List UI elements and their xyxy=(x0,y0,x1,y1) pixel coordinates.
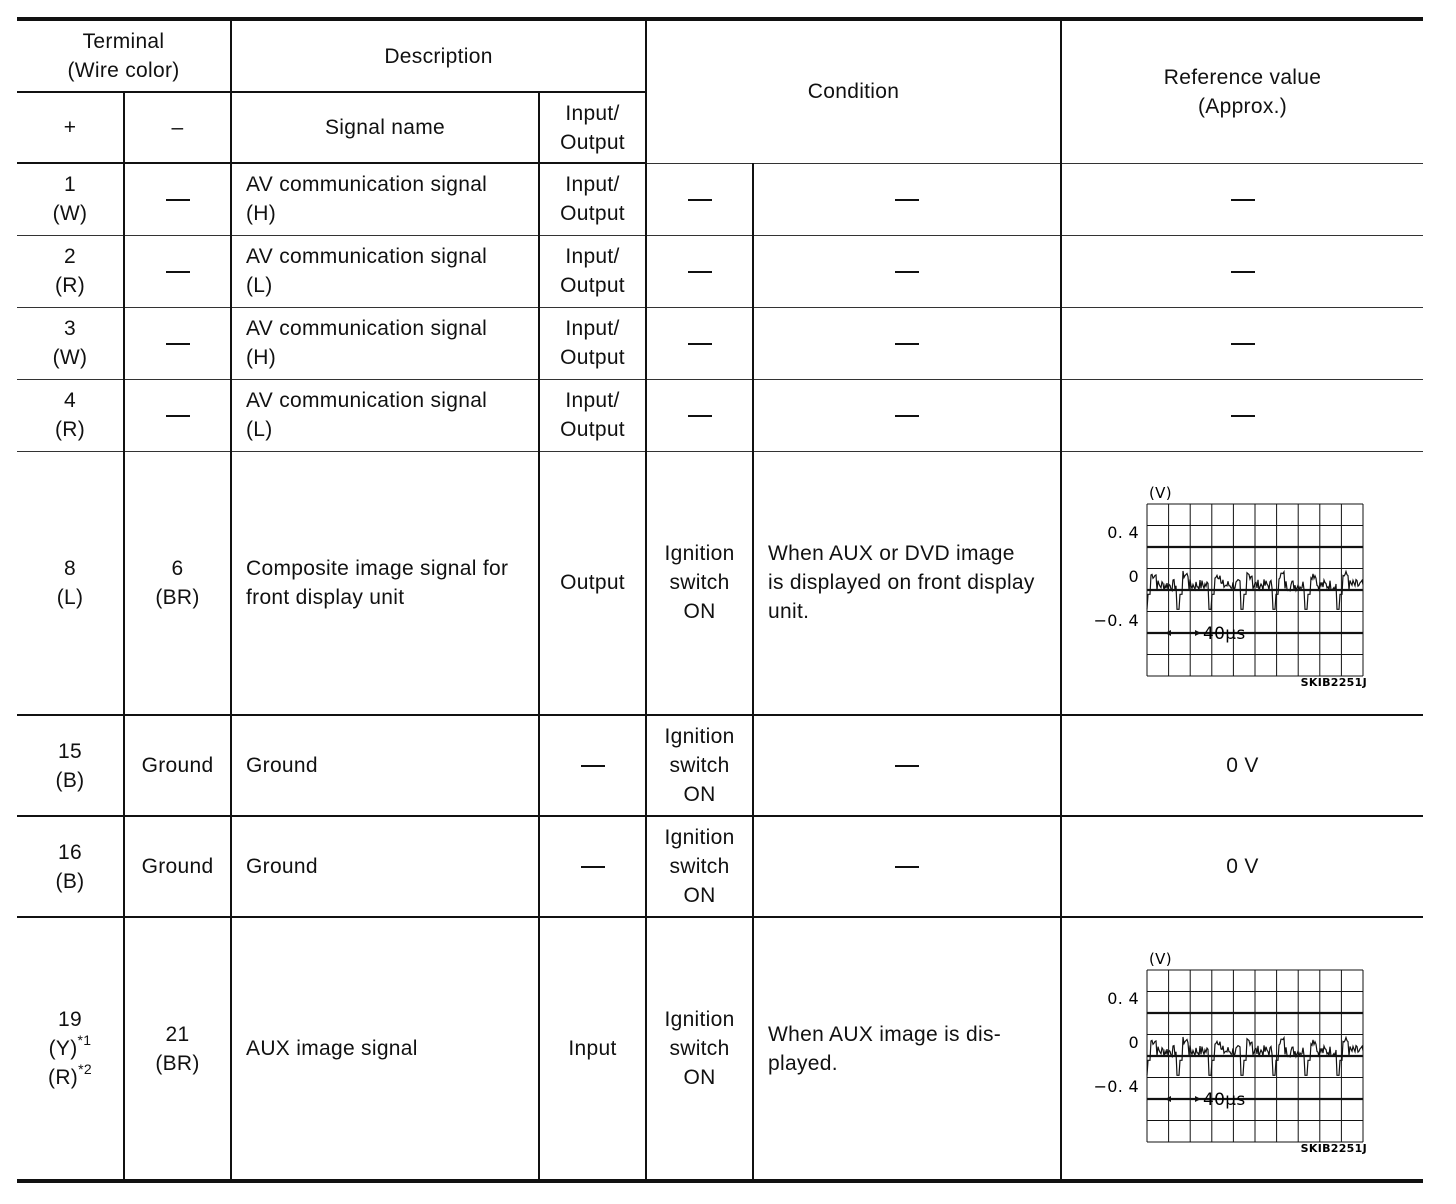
terminal-minus xyxy=(124,307,231,379)
terminal-minus xyxy=(124,235,231,307)
terminal-plus: 16 (B) xyxy=(17,816,124,917)
signal-name: AV communication signal (L) xyxy=(231,379,539,451)
condition-switch: Ignition switch ON xyxy=(646,715,753,816)
header-description: Description xyxy=(231,19,646,92)
dash-mark xyxy=(581,765,605,767)
waveform-y-label: −0. 4 xyxy=(1093,610,1139,630)
condition-detail xyxy=(753,379,1061,451)
header-terminal: Terminal (Wire color) xyxy=(17,19,231,92)
dash-mark xyxy=(895,866,919,868)
terminal-plus: 15 (B) xyxy=(17,715,124,816)
reference-value: 0 V xyxy=(1061,816,1423,917)
condition-detail xyxy=(753,816,1061,917)
terminal-plus: 4 (R) xyxy=(17,379,124,451)
waveform-y-label: −0. 4 xyxy=(1093,1076,1139,1096)
waveform-time-arrow xyxy=(1165,630,1201,636)
header-reference: Reference value (Approx.) xyxy=(1061,19,1423,163)
condition-detail xyxy=(753,307,1061,379)
terminal-plus: 8 (L) xyxy=(17,451,124,715)
reference-value xyxy=(1061,163,1423,235)
dash-mark xyxy=(166,343,190,345)
waveform-y-label: 0 xyxy=(1128,1032,1139,1052)
condition-switch: Ignition switch ON xyxy=(646,451,753,715)
waveform-time-label: 40μs xyxy=(1202,623,1246,644)
terminal-table xyxy=(17,17,1423,1183)
signal-name: AV communication signal (H) xyxy=(231,307,539,379)
waveform-chart xyxy=(1093,478,1393,688)
dash-mark xyxy=(688,271,712,273)
waveform-unit: (V) xyxy=(1148,483,1172,502)
terminal-plus: 2 (R) xyxy=(17,235,124,307)
header-minus: – xyxy=(124,92,231,163)
table-row xyxy=(17,816,1423,917)
dash-mark xyxy=(1231,199,1255,201)
input-output: Output xyxy=(539,451,646,715)
terminal-minus xyxy=(124,163,231,235)
dash-mark xyxy=(895,765,919,767)
dash-mark xyxy=(895,271,919,273)
dash-mark xyxy=(895,343,919,345)
signal-name: AV communication signal (L) xyxy=(231,235,539,307)
condition-switch xyxy=(646,163,753,235)
terminal-plus: 1 (W) xyxy=(17,163,124,235)
dash-mark xyxy=(1231,271,1255,273)
waveform-time-label: 40μs xyxy=(1202,1089,1246,1110)
table-row xyxy=(17,451,1423,715)
condition-switch: Ignition switch ON xyxy=(646,816,753,917)
header-input-output: Input/ Output xyxy=(539,92,646,163)
terminal-plus: 3 (W) xyxy=(17,307,124,379)
condition-detail xyxy=(753,163,1061,235)
table-row xyxy=(17,715,1423,816)
signal-name: AUX image signal xyxy=(231,917,539,1181)
dash-mark xyxy=(688,343,712,345)
input-output: Input/ Output xyxy=(539,307,646,379)
table-row xyxy=(17,163,1423,235)
table-row xyxy=(17,917,1423,1181)
dash-mark xyxy=(895,415,919,417)
input-output: Input/ Output xyxy=(539,163,646,235)
waveform-y-label: 0 xyxy=(1128,566,1139,586)
table-row xyxy=(17,307,1423,379)
terminal-minus: 6 (BR) xyxy=(124,451,231,715)
terminal-color-2: $(R)^{*2}$ xyxy=(48,1061,92,1089)
signal-name: Composite image signal for front display unit xyxy=(231,451,539,715)
condition-switch xyxy=(646,235,753,307)
condition-detail: When AUX image is dis- played. xyxy=(753,917,1061,1181)
condition-detail xyxy=(753,235,1061,307)
dash-mark xyxy=(895,199,919,201)
condition-switch xyxy=(646,307,753,379)
waveform-code: SKIB2251J xyxy=(1300,675,1367,688)
header-plus: + xyxy=(17,92,124,163)
waveform-chart xyxy=(1093,944,1393,1154)
dash-mark xyxy=(166,199,190,201)
reference-value xyxy=(1061,451,1423,715)
signal-name: Ground xyxy=(231,816,539,917)
waveform-time-arrow xyxy=(1165,1096,1201,1102)
terminal-number: 19 xyxy=(58,1008,82,1031)
input-output: Input/ Output xyxy=(539,235,646,307)
signal-name: AV communication signal (H) xyxy=(231,163,539,235)
dash-mark xyxy=(581,866,605,868)
dash-mark xyxy=(688,199,712,201)
condition-detail xyxy=(753,715,1061,816)
reference-value xyxy=(1061,917,1423,1181)
input-output xyxy=(539,816,646,917)
terminal-minus: Ground xyxy=(124,816,231,917)
terminal-minus xyxy=(124,379,231,451)
table-row xyxy=(17,235,1423,307)
dash-mark xyxy=(1231,343,1255,345)
signal-name: Ground xyxy=(231,715,539,816)
table-row xyxy=(17,379,1423,451)
dash-mark xyxy=(1231,415,1255,417)
reference-value xyxy=(1061,379,1423,451)
dash-mark xyxy=(166,415,190,417)
header-signal-name: Signal name xyxy=(231,92,539,163)
waveform-y-label: 0. 4 xyxy=(1106,522,1139,542)
waveform-code: SKIB2251J xyxy=(1300,1141,1367,1154)
input-output: Input/ Output xyxy=(539,379,646,451)
reference-value xyxy=(1061,307,1423,379)
terminal-plus xyxy=(17,917,124,1181)
condition-detail: When AUX or DVD image is displayed on front display unit. xyxy=(753,451,1061,715)
dash-mark xyxy=(166,271,190,273)
reference-value: 0 V xyxy=(1061,715,1423,816)
input-output: Input xyxy=(539,917,646,1181)
condition-switch: Ignition switch ON xyxy=(646,917,753,1181)
terminal-minus: 21 (BR) xyxy=(124,917,231,1181)
waveform-y-label: 0. 4 xyxy=(1106,988,1139,1008)
waveform-unit: (V) xyxy=(1148,949,1172,968)
reference-value xyxy=(1061,235,1423,307)
terminal-minus: Ground xyxy=(124,715,231,816)
input-output xyxy=(539,715,646,816)
terminal-color-1: $(Y)^{*1}$ xyxy=(48,1032,92,1060)
dash-mark xyxy=(688,415,712,417)
header-condition: Condition xyxy=(646,19,1061,163)
condition-switch xyxy=(646,379,753,451)
